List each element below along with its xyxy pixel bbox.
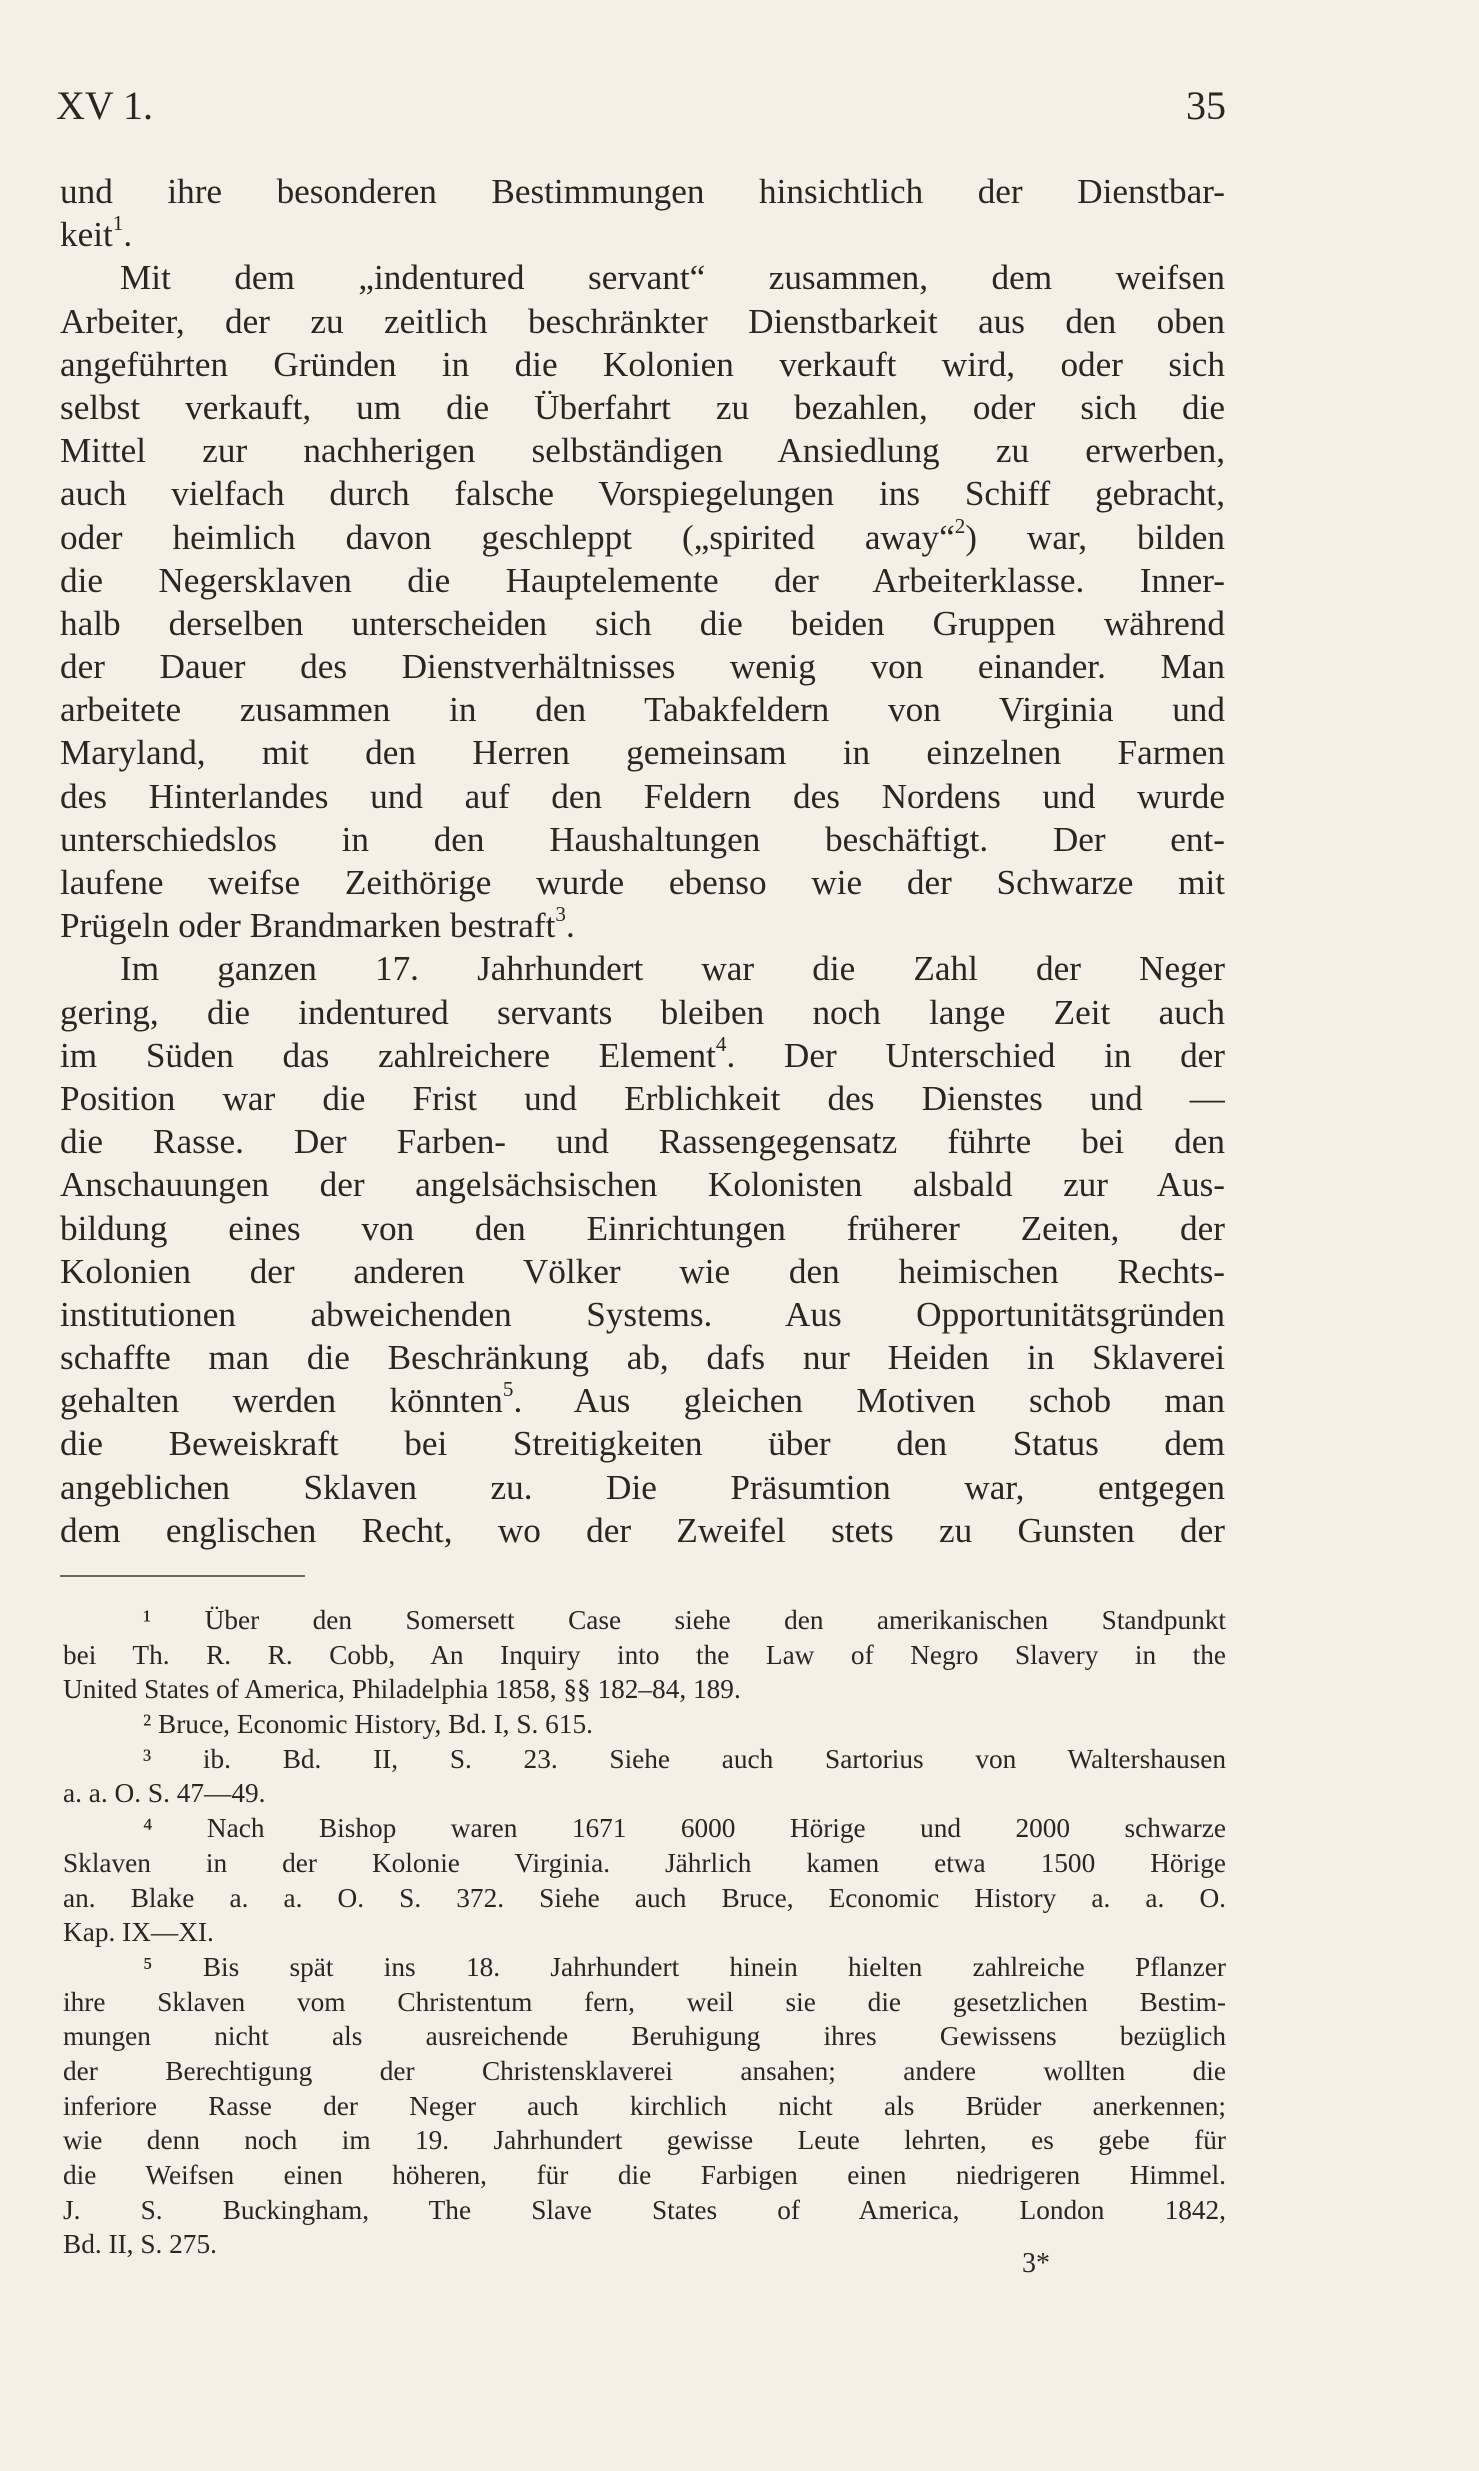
footnote-line: der Berechtigung der Christensklaverei ansahen; andere wollten die — [63, 2055, 1226, 2086]
text-line: schaffte man die Beschränkung ab, dafs nur Heiden in Sklaverei — [60, 1338, 1225, 1378]
text-line: institutionen abweichenden Systems. Aus Opportunitätsgründen — [60, 1294, 1225, 1334]
footnote-line: a. a. O. S. 47—49. — [63, 1778, 266, 1809]
text-line: gehalten werden könnten$^5$. Aus gleichen Motiven schob man — [60, 1379, 1225, 1421]
text-line: Prügeln oder Brandmarken bestraft$^3$. — [60, 902, 575, 946]
text-line: Maryland, mit den Herren gemeinsam in einzelnen Farmen — [60, 733, 1225, 773]
page-number: 35 — [1186, 83, 1226, 128]
running-header — [56, 82, 1226, 142]
text-line: laufene weifse Zeithörige wurde ebenso wie der Schwarze mit — [60, 863, 1225, 902]
text-line: und ihre besonderen Bestimmungen hinsichtlich der Dienstbar- — [60, 172, 1225, 211]
text-line: Kolonien der anderen Völker wie den heimischen Rechts- — [60, 1251, 1225, 1291]
footnote-line: ³ ib. Bd. II, S. 23. Siehe auch Sartorius von Waltershausen — [143, 1743, 1226, 1774]
text-line: der Dauer des Dienstverhältnisses wenig von einander. Man — [60, 647, 1225, 687]
text-line: auch vielfach durch falsche Vorspiegelungen ins Schiff gebracht, — [60, 474, 1225, 514]
text-line: halb derselben unterscheiden sich die beiden Gruppen während — [60, 603, 1225, 643]
text-line: im Süden das zahlreichere Element$^4$. Der Unterschied in der — [60, 1033, 1225, 1075]
footnote-line: United States of America, Philadelphia 1858, §§ 182–84, 189. — [63, 1674, 741, 1705]
text-line: unterschiedslos in den Haushaltungen beschäftigt. Der ent- — [60, 819, 1225, 859]
footnote-line: inferiore Rasse der Neger auch kirchlich nicht als Brüder anerkennen; — [63, 2090, 1226, 2121]
footnote-line: Sklaven in der Kolonie Virginia. Jährlich kamen etwa 1500 Hörige — [63, 1847, 1226, 1878]
footnote-line: bei Th. R. R. Cobb, An Inquiry into the Law of Negro Slavery in the — [63, 1639, 1226, 1670]
footnote-line: ² Bruce, Economic History, Bd. I, S. 615. — [143, 1709, 593, 1740]
footnote-ref: 5 — [502, 1379, 514, 1402]
text-line: die Beweiskraft bei Streitigkeiten über den Status dem — [60, 1424, 1225, 1464]
footnote-line: ⁴ Nach Bishop waren 1671 6000 Hörige und 2000 schwarze — [143, 1813, 1226, 1844]
footnote-line: ¹ Über den Somersett Case siehe den amerikanischen Standpunkt — [143, 1605, 1226, 1635]
text-line: des Hinterlandes und auf den Feldern des Nordens und wurde — [60, 776, 1225, 816]
text-line: bildung eines von den Einrichtungen früherer Zeiten, der — [60, 1208, 1225, 1248]
text-line: Mit dem „indentured servant“ zusammen, dem weifsen — [120, 258, 1225, 298]
footnote-line: die Weifsen einen höheren, für die Farbigen einen niedrigeren Himmel. — [63, 2160, 1226, 2190]
footnote-line: J. S. Buckingham, The Slave States of America, London 1842, — [63, 2194, 1226, 2225]
footnote-ref: 2 — [954, 515, 966, 538]
signature-mark: 3* — [1022, 2248, 1050, 2279]
main-text — [60, 170, 1225, 1552]
footnote-line: ⁵ Bis spät ins 18. Jahrhundert hinein hielten zahlreiche Pflanzer — [143, 1951, 1226, 1982]
footnote-line: wie denn noch im 19. Jahrhundert gewisse Leute lehrten, es gebe für — [63, 2125, 1226, 2156]
text-line: Position war die Frist und Erblichkeit des Dienstes und — — [60, 1078, 1225, 1118]
text-line: dem englischen Recht, wo der Zweifel stets zu Gunsten der — [60, 1510, 1225, 1550]
text-line: angeführten Gründen in die Kolonien verkauft wird, oder sich — [60, 344, 1225, 384]
footnote-ref: 3 — [555, 902, 566, 927]
footnote-rule — [60, 1575, 305, 1577]
text-line: die Negersklaven die Hauptelemente der Arbeiterklasse. Inner- — [60, 560, 1225, 600]
text-line: Arbeiter, der zu zeitlich beschränkter Dienstbarkeit aus den oben — [60, 301, 1225, 341]
footnote-line: Kap. IX—XI. — [63, 1917, 214, 1948]
text-line: oder heimlich davon geschleppt („spirited away“$^2$) war, bilden — [60, 515, 1225, 557]
text-line: selbst verkauft, um die Überfahrt zu bezahlen, oder sich die — [60, 387, 1225, 427]
footnote-line: mungen nicht als ausreichende Beruhigung ihres Gewissens bezüglich — [63, 2021, 1226, 2052]
text-line: gering, die indentured servants bleiben noch lange Zeit auch — [60, 992, 1225, 1032]
text-line: angeblichen Sklaven zu. Die Präsumtion war, entgegen — [60, 1467, 1225, 1507]
text-line: keit$^1$. — [60, 211, 133, 255]
text-line: Im ganzen 17. Jahrhundert war die Zahl der Neger — [120, 949, 1225, 989]
text-line: Mittel zur nachherigen selbständigen Ansiedlung zu erwerben, — [60, 431, 1225, 471]
section-number: XV 1. — [56, 83, 154, 128]
footnote-ref: 4 — [715, 1033, 727, 1056]
footnote-line: Bd. II, S. 275. — [63, 2229, 217, 2260]
footnotes — [63, 1603, 1226, 2262]
text-line: die Rasse. Der Farben- und Rassengegensatz führte bei den — [60, 1122, 1225, 1162]
footnote-line: an. Blake a. a. O. S. 372. Siehe auch Bruce, Economic History a. a. O. — [63, 1882, 1226, 1913]
text-line: arbeitete zusammen in den Tabakfeldern von Virginia und — [60, 690, 1225, 730]
text-line: Anschauungen der angelsächsischen Kolonisten alsbald zur Aus- — [60, 1165, 1225, 1205]
footnote-ref: 1 — [112, 211, 124, 236]
footnote-line: ihre Sklaven vom Christentum fern, weil sie die gesetzlichen Bestim- — [63, 1986, 1226, 2017]
